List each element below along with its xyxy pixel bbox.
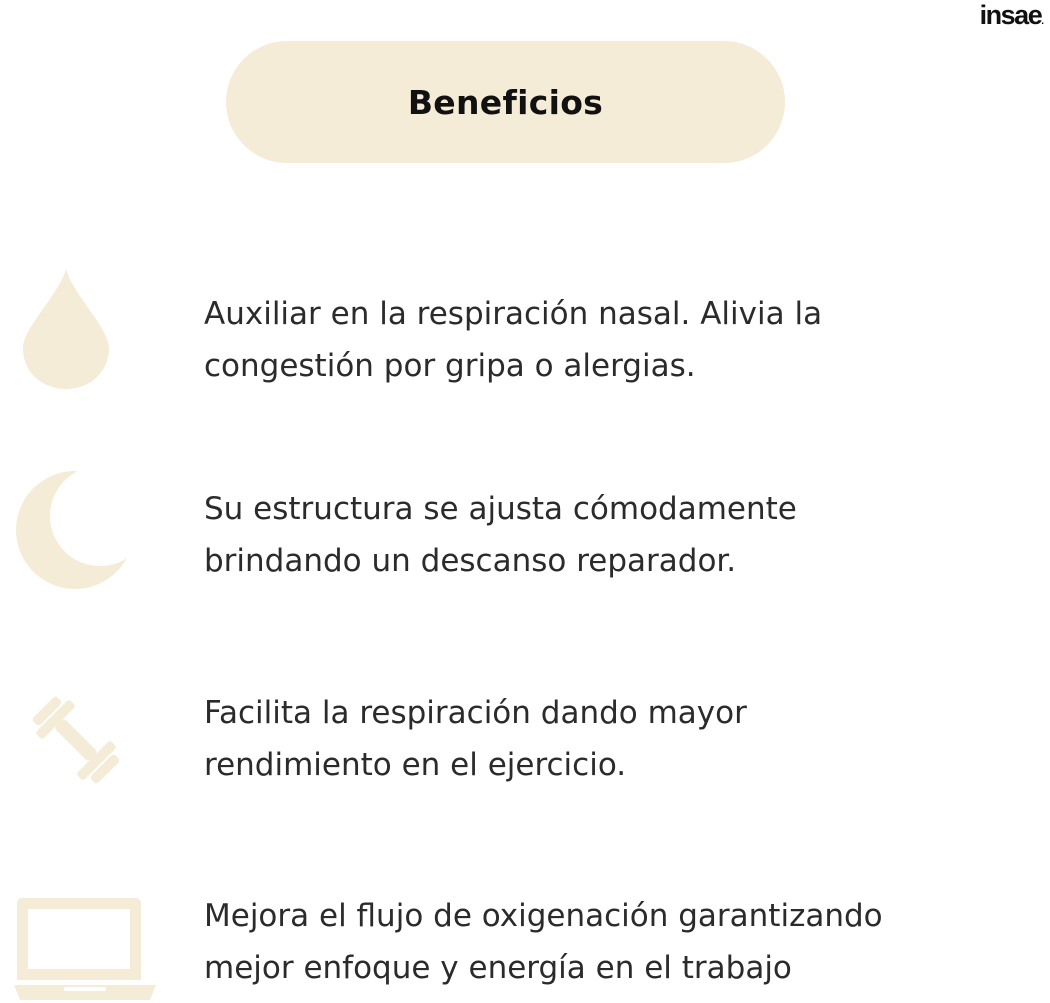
- dumbbell-icon: [18, 682, 134, 798]
- benefit-text-line: rendimiento en el ejercicio.: [204, 747, 627, 783]
- benefit-text-line: mejor enfoque y energía en el trabajo: [204, 950, 792, 986]
- brand-logo: [980, 2, 1044, 29]
- benefit-text-line: congestión por gripa o alergias.: [204, 348, 696, 384]
- brand-logo-text: insae: [979, 0, 1042, 30]
- benefit-text-line: Mejora el flujo de oxigenación garantizando: [204, 898, 883, 934]
- page-title: Beneficios: [407, 82, 604, 122]
- benefit-item-exercise: [204, 687, 1024, 791]
- laptop-icon: [14, 896, 156, 1003]
- benefit-item-work: [204, 890, 1024, 994]
- benefit-item-breathing: [204, 288, 1024, 392]
- benefit-text-line: Su estructura se ajusta cómodamente: [204, 491, 797, 527]
- brand-logo-dot: .: [1041, 16, 1044, 27]
- benefit-item-rest: [204, 483, 1024, 587]
- benefit-text-line: brindando un descanso reparador.: [204, 543, 737, 579]
- water-drop-icon: [20, 266, 112, 392]
- benefit-text-line: Facilita la respiración dando mayor: [204, 695, 747, 731]
- title-pill: [226, 41, 785, 163]
- crescent-moon-icon: [14, 468, 134, 592]
- benefit-text-line: Auxiliar en la respiración nasal. Alivia la: [204, 296, 823, 332]
